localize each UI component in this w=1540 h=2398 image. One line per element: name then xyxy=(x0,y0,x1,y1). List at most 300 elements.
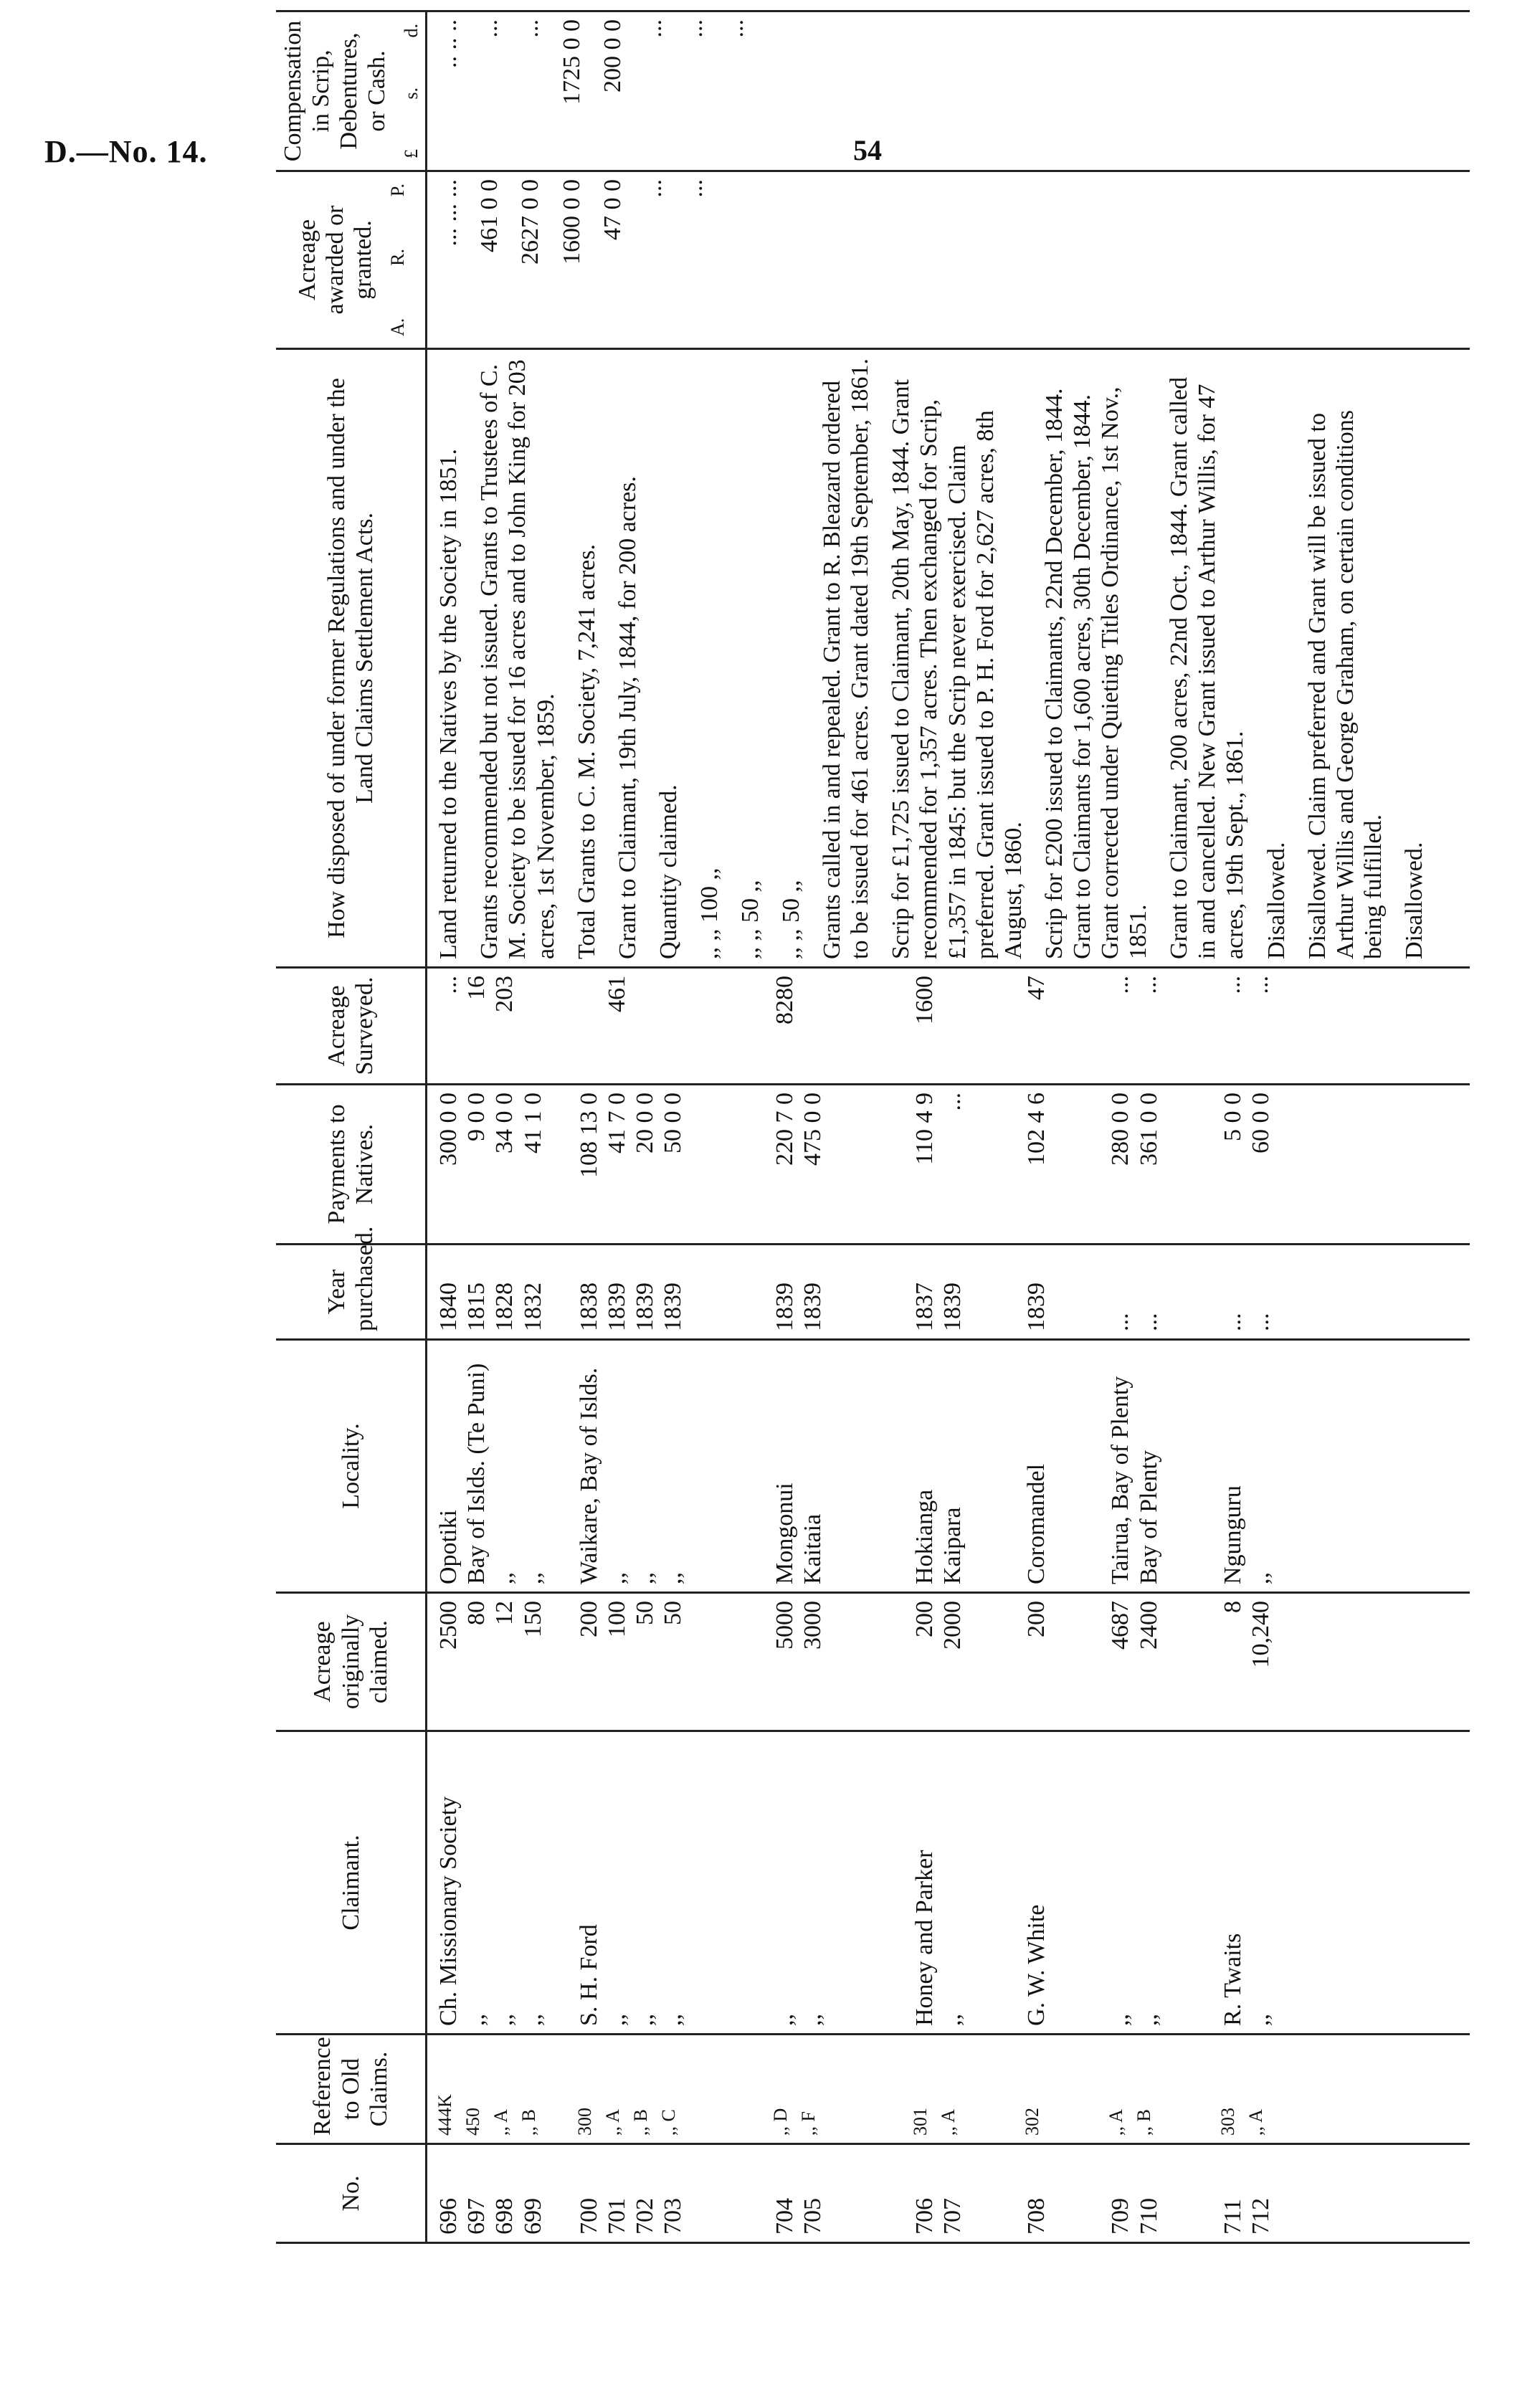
cell-line: 710 xyxy=(1135,2198,1162,2235)
cell-line: 200 xyxy=(575,1601,602,1637)
cell-line xyxy=(714,2042,742,2136)
cell-line: 707 xyxy=(939,2198,966,2235)
cell-line: 701 xyxy=(603,2198,630,2235)
cell-line: 50 0 0 xyxy=(659,1093,686,1153)
cell-line: 1839 xyxy=(939,1283,966,1331)
cell-line xyxy=(883,1093,911,1236)
land-claims-table xyxy=(276,10,1470,2244)
cell-line xyxy=(966,976,994,1076)
cell-line xyxy=(1078,2152,1106,2235)
cell-line: 47 0 0 xyxy=(599,179,626,240)
cell-line: 16 xyxy=(463,976,490,1000)
cell-line xyxy=(743,1348,771,1584)
cell-line xyxy=(855,1348,883,1584)
cell-line xyxy=(827,2152,855,2235)
cell-line: ,, xyxy=(603,2014,630,2026)
cell-line xyxy=(743,2152,771,2235)
cell-line xyxy=(966,1348,994,1584)
cell-line: Disallowed. xyxy=(1263,842,1290,959)
header-row xyxy=(276,11,427,2243)
cell-line xyxy=(1191,1093,1219,1236)
cell-line xyxy=(687,976,715,1076)
cell-line xyxy=(715,1601,743,1723)
cell-line: ,, xyxy=(1135,2014,1162,2026)
cell-line xyxy=(827,1252,855,1331)
cell-line: Grant to Claimant, 19th July, 1844, for 200 acres. xyxy=(614,476,641,959)
cell-line xyxy=(1163,1601,1191,1723)
cell-line: Grant to Claimant, 200 acres, 22nd Oct., 1844. Grant called in and cancelled. New Grant issued to Arthur Willis, for 47 acres, 19th Sept., 1861. xyxy=(1166,377,1249,959)
cell-line: 20 0 0 xyxy=(631,1093,658,1153)
cell-year xyxy=(427,1245,1470,1340)
cell-line: ,, xyxy=(603,1572,630,1584)
cell-line: ,, A xyxy=(938,2109,959,2136)
line-gap xyxy=(723,357,736,959)
cell-acreage-claimed xyxy=(427,1593,1470,1731)
cell-line xyxy=(883,1252,911,1331)
cell-line: 2627 0 0 xyxy=(517,179,544,265)
unit-acres: A. xyxy=(386,318,408,336)
cell-line: ,, A xyxy=(490,2109,512,2136)
cell-line xyxy=(1050,2042,1078,2136)
cell-line xyxy=(994,976,1022,1076)
cell-line xyxy=(966,2152,994,2235)
awarded-title: Acreage awarded or granted. xyxy=(293,205,376,315)
cell-line xyxy=(883,1739,911,2026)
cell-line: Mongonui xyxy=(771,1483,799,1584)
col-header-reference: Reference to Old Claims. xyxy=(276,2035,427,2144)
cell-line xyxy=(966,1252,994,1331)
cell-line: ,, xyxy=(1247,2014,1274,2026)
cell-line: 8280 xyxy=(771,976,798,1024)
cell-line xyxy=(1191,1348,1219,1584)
cell-line xyxy=(883,2152,911,2235)
cell-line xyxy=(1163,1252,1191,1331)
cell-line xyxy=(687,1739,715,2026)
cell-line xyxy=(827,1601,855,1723)
cell-line xyxy=(547,1739,575,2026)
cell-line xyxy=(1163,2152,1191,2235)
cell-line xyxy=(1161,2042,1189,2136)
cell-line: 10,240 xyxy=(1247,1601,1274,1668)
line-gap xyxy=(503,179,516,341)
cell-line: 1725 0 0 xyxy=(558,19,585,105)
cell-line: 300 0 0 xyxy=(435,1093,462,1166)
cell-line xyxy=(1050,1348,1078,1584)
cell-line: 302 xyxy=(1022,2108,1043,2136)
line-gap xyxy=(503,19,516,163)
cell-line: Bay of Islds. (Te Puni) xyxy=(463,1363,490,1584)
cell-line: 705 xyxy=(799,2198,827,2235)
cell-line: 203 xyxy=(491,976,518,1012)
cell-line: 706 xyxy=(911,2198,938,2235)
cell-line: ... ... ... xyxy=(435,179,462,247)
cell-line: G. W. White xyxy=(1023,1904,1050,2026)
cell-line: 461 xyxy=(603,976,630,1012)
col-header-surveyed: Acreage Surveyed. xyxy=(276,968,427,1085)
cell-line xyxy=(547,1348,575,1584)
cell-line xyxy=(547,2152,575,2235)
cell-line xyxy=(855,1093,883,1236)
cell-line: Disallowed. Claim preferred and Grant will be issued to Arthur Willis and George Graham, on certain conditions being fulfilled. xyxy=(1303,410,1387,959)
line-gap xyxy=(627,19,640,163)
cell-line: 5 0 0 xyxy=(1219,1093,1246,1141)
unit-roods: R. xyxy=(386,248,408,266)
cell-line: 3000 xyxy=(799,1601,827,1650)
cell-line: 1839 xyxy=(631,1283,658,1331)
cell-line: ,, xyxy=(1107,2014,1134,2026)
cell-line: 41 1 0 xyxy=(519,1093,546,1153)
cell-line: 709 xyxy=(1107,2198,1134,2235)
cell-line: 700 xyxy=(575,2198,602,2235)
cell-line: ,, xyxy=(771,2014,799,2026)
cell-line xyxy=(715,2152,743,2235)
cell-line: 1839 xyxy=(603,1283,630,1331)
cell-line: Disallowed. xyxy=(1400,842,1427,959)
cell-line: ,, A xyxy=(602,2109,624,2136)
cell-line: 1838 xyxy=(575,1283,602,1331)
cell-line: 450 xyxy=(462,2108,484,2136)
line-gap xyxy=(545,179,558,341)
cell-line: 1600 0 0 xyxy=(558,179,585,265)
document-reference: D.—No. 14. xyxy=(44,134,208,169)
cell-line: 150 xyxy=(519,1601,546,1637)
cell-compensation xyxy=(427,11,1470,171)
cell-line xyxy=(1163,1348,1191,1584)
cell-line xyxy=(715,976,743,1076)
cell-line: 9 0 0 xyxy=(463,1093,490,1141)
cell-line: ... xyxy=(1219,976,1246,994)
col-header-compensation xyxy=(276,11,427,171)
cell-line: .. .. .. xyxy=(435,19,462,68)
cell-line: 108 13 0 xyxy=(575,1093,602,1178)
cell-line: Scrip for £1,725 issued to Claimant, 20th May, 1844. Grant recommended for 1,357 acres. Then exchanged for Scrip, £1,357 in 1845: but the Scrip never exercised. Claim preferred. Grant issued to P. H. Ford for 2,627 acres, 8th August, 1860. xyxy=(888,379,1027,959)
cell-line: Total Grants to C. M. Society, 7,241 acres. xyxy=(573,544,600,959)
cell-line: 100 xyxy=(603,1601,630,1637)
cell-acreage-awarded xyxy=(427,171,1470,349)
cell-line: 2000 xyxy=(939,1601,966,1650)
cell-line xyxy=(546,2042,574,2136)
cell-line xyxy=(1191,1252,1219,1331)
cell-line: Quantity claimed. xyxy=(655,784,682,959)
cell-line xyxy=(1078,1348,1106,1584)
cell-line: Ch. Missionary Society xyxy=(435,1796,462,2026)
cell-line xyxy=(1078,1093,1106,1236)
cell-line: 711 xyxy=(1219,2199,1246,2235)
cell-line: ,, xyxy=(631,2014,658,2026)
cell-line: 200 0 0 xyxy=(599,19,626,92)
cell-line: ,, xyxy=(1247,1572,1274,1584)
cell-line xyxy=(659,976,687,1076)
cell-line: ... xyxy=(721,19,748,38)
cell-line: 1839 xyxy=(771,1283,799,1331)
line-gap xyxy=(708,19,721,163)
cell-line xyxy=(743,1093,771,1236)
cell-line xyxy=(883,976,911,1076)
compensation-units xyxy=(401,19,422,163)
table-body-row xyxy=(427,11,1470,2243)
line-gap xyxy=(667,179,680,341)
col-header-year: Year purchased. xyxy=(276,1245,427,1340)
cell-line xyxy=(1078,1739,1106,2026)
line-gap xyxy=(627,179,640,341)
cell-line xyxy=(994,1601,1022,1723)
cell-line: 60 0 0 xyxy=(1247,1093,1274,1153)
cell-line: ... xyxy=(1135,1313,1162,1331)
cell-line: ,, D xyxy=(770,2108,792,2136)
unit-pence: d. xyxy=(401,24,422,38)
cell-line xyxy=(743,1252,771,1331)
cell-line xyxy=(715,1093,743,1236)
cell-line xyxy=(1163,1093,1191,1236)
cell-line: ... xyxy=(1106,976,1133,994)
cell-line: Hokianga xyxy=(911,1489,938,1584)
cell-line xyxy=(882,2042,910,2136)
cell-line: 12 xyxy=(491,1601,518,1625)
cell-line xyxy=(799,976,827,1076)
cell-line xyxy=(1050,1252,1078,1331)
cell-line xyxy=(547,976,575,1076)
cell-line: ,, xyxy=(939,2014,966,2026)
cell-line xyxy=(687,1601,715,1723)
cell-line xyxy=(547,1252,575,1331)
cell-line: ,, B xyxy=(1133,2109,1155,2136)
cell-line: ... xyxy=(1247,1313,1274,1331)
unit-pounds: £ xyxy=(401,149,422,158)
cell-line: 1832 xyxy=(519,1283,546,1331)
cell-line xyxy=(994,1093,1022,1236)
cell-line xyxy=(966,1093,994,1236)
cell-line: 699 xyxy=(519,2198,546,2235)
cell-line: ... xyxy=(640,19,667,38)
cell-line: 475 0 0 xyxy=(799,1093,827,1166)
cell-line: Bay of Plenty xyxy=(1135,1450,1162,1584)
cell-line: 300 xyxy=(574,2108,596,2136)
cell-line: ,, xyxy=(463,2014,490,2026)
cell-surveyed xyxy=(427,968,1470,1085)
cell-line: 698 xyxy=(491,2198,518,2235)
line-gap xyxy=(1250,357,1263,959)
col-header-locality: Locality. xyxy=(276,1340,427,1593)
cell-line xyxy=(742,2042,770,2136)
line-gap xyxy=(764,357,777,959)
cell-line xyxy=(1191,1739,1219,2026)
cell-line xyxy=(715,1739,743,2026)
cell-line: 41 7 0 xyxy=(603,1093,630,1153)
cell-line: ... xyxy=(1135,976,1162,994)
cell-line: Grants recommended but not issued. Grants to Trustees of C. M. Society to be issued for 16 acres and to John King for 203 acres, 1st November, 1859. xyxy=(476,359,559,959)
cell-line: ,, C xyxy=(658,2109,680,2136)
cell-line xyxy=(1163,1739,1191,2026)
cell-line: 361 0 0 xyxy=(1135,1093,1162,1166)
cell-line xyxy=(827,1739,855,2026)
cell-line xyxy=(1050,1093,1078,1236)
line-gap xyxy=(642,357,655,959)
cell-line xyxy=(827,976,855,1076)
cell-line xyxy=(1191,1601,1219,1723)
cell-line xyxy=(994,2152,1022,2235)
line-gap xyxy=(586,179,599,341)
cell-line: 712 xyxy=(1247,2198,1274,2235)
cell-line: Kaipara xyxy=(939,1507,966,1584)
cell-line: 34 0 0 xyxy=(491,1093,518,1153)
cell-line xyxy=(687,1348,715,1584)
cell-line: Tairua, Bay of Plenty xyxy=(1107,1376,1134,1584)
cell-line: 1828 xyxy=(491,1283,518,1331)
cell-line: ,, xyxy=(659,2014,686,2026)
cell-line xyxy=(1050,2152,1078,2235)
cell-line: 50 xyxy=(631,1601,658,1625)
cell-line: Grants called in and repealed. Grant to R. Bleazard ordered to be issued for 461 acres. Grant dated 19th September, 1861. xyxy=(819,358,874,959)
cell-line xyxy=(743,1601,771,1723)
line-gap xyxy=(545,19,558,163)
cell-line xyxy=(966,1739,994,2026)
cell-line: 1839 xyxy=(1023,1283,1050,1331)
cell-line: 1600 xyxy=(911,976,938,1024)
cell-no xyxy=(427,2144,1470,2243)
cell-line: S. H. Ford xyxy=(575,1924,602,2026)
cell-line: 1815 xyxy=(463,1283,490,1331)
cell-line xyxy=(994,1739,1022,2026)
cell-line: Scrip for £200 issued to Claimants, 22nd December, 1844. Grant to Claimants for 1,600 acres, 30th December, 1844. Grant corrected under Quieting Titles Ordinance, 1st Nov., 1851. xyxy=(1040,386,1152,959)
cell-line xyxy=(1078,2042,1106,2136)
cell-line: R. Twaits xyxy=(1219,1933,1246,2026)
line-gap xyxy=(749,19,762,163)
cell-line xyxy=(966,2042,994,2136)
cell-line xyxy=(743,976,771,1076)
cell-line: ,, B xyxy=(630,2109,652,2136)
cell-line xyxy=(743,1739,771,2026)
cell-line: ,, xyxy=(631,1572,658,1584)
cell-line: 697 xyxy=(463,2198,490,2235)
cell-line: Land returned to the Natives by the Society in 1851. xyxy=(435,449,462,959)
cell-line xyxy=(715,1348,743,1584)
cell-line: ,, F xyxy=(798,2111,819,2136)
cell-line: ... xyxy=(640,179,667,198)
cell-line: ,, ,, 100 ,, xyxy=(695,867,723,959)
cell-line: 708 xyxy=(1023,2198,1050,2235)
cell-line xyxy=(826,2042,854,2136)
cell-line: 2400 xyxy=(1135,1601,1162,1650)
cell-line: ... xyxy=(680,179,708,198)
cell-line xyxy=(1078,1601,1106,1723)
line-gap xyxy=(560,357,573,959)
line-gap xyxy=(805,357,818,959)
cell-line: Honey and Parker xyxy=(911,1850,938,2026)
line-gap xyxy=(683,357,695,959)
cell-line: 5000 xyxy=(771,1601,799,1650)
cell-line: 2500 xyxy=(435,1601,462,1650)
cell-line: Ngunguru xyxy=(1219,1485,1246,1584)
cell-line: 280 0 0 xyxy=(1107,1093,1134,1166)
cell-line: 461 0 0 xyxy=(476,179,503,252)
cell-line xyxy=(1162,976,1190,1076)
cell-line: 50 xyxy=(659,1601,686,1625)
unit-perches: P. xyxy=(386,184,408,197)
cell-line: ,, xyxy=(491,1572,518,1584)
cell-line xyxy=(1050,976,1078,1076)
cell-line: ,, xyxy=(659,1572,686,1584)
col-header-how-disposed: How disposed of under former Regulations and under the Land Claims Settlement Acts. xyxy=(276,349,427,968)
line-gap xyxy=(462,357,475,959)
cell-line xyxy=(687,1252,715,1331)
col-header-payments: Payments to Natives. xyxy=(276,1085,427,1245)
cell-line: 1839 xyxy=(799,1283,827,1331)
unit-shillings: s. xyxy=(401,87,422,100)
cell-how-disposed xyxy=(427,349,1470,968)
cell-line xyxy=(994,1252,1022,1331)
cell-line xyxy=(1191,2152,1219,2235)
cell-line: Opotiki xyxy=(435,1510,462,1584)
cell-line xyxy=(687,1093,715,1236)
cell-line xyxy=(1078,976,1106,1076)
cell-line xyxy=(1050,1739,1078,2026)
cell-line xyxy=(827,1093,855,1236)
cell-line: 110 4 9 xyxy=(911,1093,938,1165)
col-header-acreage-claimed: Acreage originally claimed. xyxy=(276,1593,427,1731)
compensation-title: Compensation in Scrip, Debentures, or Cash. xyxy=(280,20,391,162)
line-gap xyxy=(874,357,887,959)
cell-line: 47 xyxy=(1022,976,1050,1000)
cell-line: 80 xyxy=(463,1601,490,1625)
cell-line xyxy=(547,1601,575,1723)
cell-locality xyxy=(427,1340,1470,1593)
cell-line: 444K xyxy=(434,2094,456,2136)
cell-line: Kaitaia xyxy=(799,1513,827,1584)
cell-line: 4687 xyxy=(1107,1601,1134,1650)
line-gap xyxy=(708,179,721,341)
cell-line xyxy=(938,976,966,1076)
cell-line: 1837 xyxy=(911,1283,938,1331)
cell-line: ... xyxy=(939,1093,966,1111)
cell-line xyxy=(855,976,883,1076)
col-header-claimant: Claimant. xyxy=(276,1731,427,2035)
cell-line xyxy=(854,2042,882,2136)
cell-line xyxy=(1078,1252,1106,1331)
cell-line xyxy=(994,2042,1022,2136)
awarded-units xyxy=(387,179,409,341)
cell-line xyxy=(827,1348,855,1584)
cell-line: ,, A xyxy=(1106,2109,1127,2136)
cell-line xyxy=(994,1348,1022,1584)
cell-line: 303 xyxy=(1217,2108,1239,2136)
cell-line: 102 4 6 xyxy=(1023,1093,1050,1166)
cell-line xyxy=(855,1739,883,2026)
cell-line xyxy=(686,2042,714,2136)
line-gap xyxy=(1027,357,1040,959)
cell-line: Coromandel xyxy=(1023,1463,1050,1584)
col-header-no: No. xyxy=(276,2144,427,2243)
cell-line: ... xyxy=(476,19,503,38)
cell-line xyxy=(575,976,603,1076)
cell-line: ,, A xyxy=(1245,2109,1267,2136)
cell-line: 200 xyxy=(911,1601,938,1637)
cell-line xyxy=(966,1601,994,1723)
line-gap xyxy=(462,179,475,341)
line-gap xyxy=(1387,357,1400,959)
cell-line: 220 7 0 xyxy=(771,1093,799,1166)
line-gap xyxy=(1152,357,1165,959)
cell-line: ,, ,, 50 ,, xyxy=(778,880,805,959)
page-number: 54 xyxy=(853,134,882,166)
cell-line: 704 xyxy=(771,2198,799,2235)
cell-line: ... xyxy=(517,19,544,38)
cell-line: 1839 xyxy=(659,1283,686,1331)
cell-line: ,, B xyxy=(518,2109,540,2136)
cell-line: ,, xyxy=(491,2014,518,2026)
cell-line: ... xyxy=(1107,1313,1134,1331)
cell-line: ... xyxy=(1219,1313,1246,1331)
cell-line: ... xyxy=(435,976,462,994)
